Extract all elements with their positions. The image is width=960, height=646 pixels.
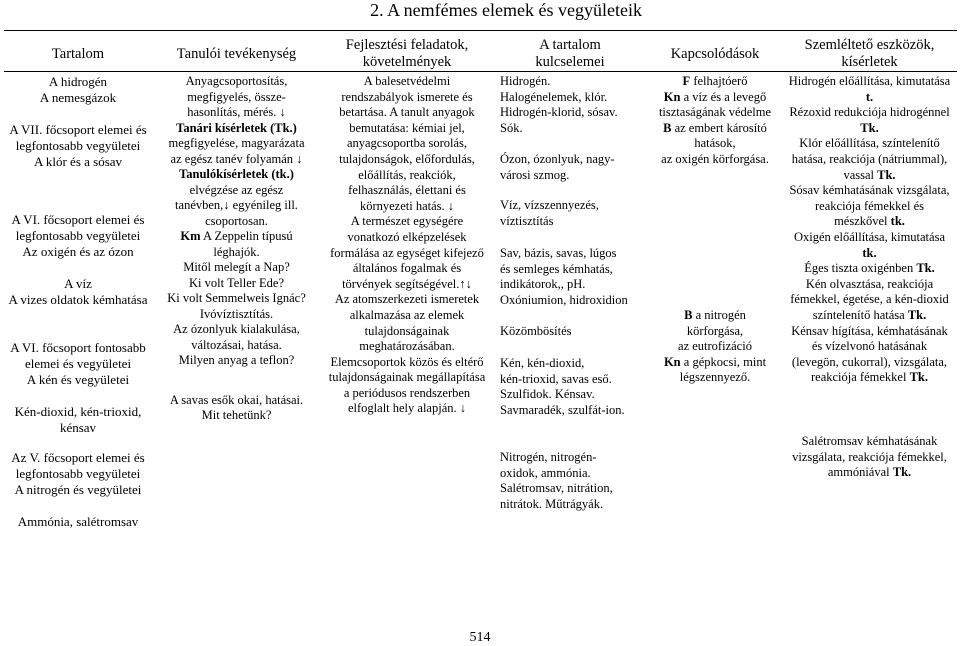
kiserlet-jel-1: t. <box>865 89 874 104</box>
header-fejlesztesi-feladatok: Fejlesztési feladatok, követelmények <box>345 37 469 70</box>
tartalom-ken-dioxid: Kén-dioxid, kén-trioxid, kénsav <box>14 404 142 435</box>
kiserlet-oxigen: Oxigén előállítása, kimutatása <box>794 229 945 244</box>
kiserlet-jel-6: Tk. <box>916 261 935 276</box>
kulcselem-viz: Víz, vízszennyezés, víztisztítás <box>500 198 599 228</box>
kiserlet-klor: Klór előállítása, színtelenítő hatása, reakciója (nátriummal), vassal <box>791 136 948 182</box>
tev-elvegzese: elvégzése az egész tanévben,↓ egyénileg ill. csoportosan. <box>175 182 298 228</box>
kiserlet-jel-5: tk. <box>862 245 877 260</box>
header-tartalom: Tartalom <box>51 46 105 62</box>
tanuloi-tevekenyseg-cell <box>160 74 313 424</box>
kiserlet-jel-3: Tk. <box>877 167 896 182</box>
kiserlet-ken: Kén olvasztása, reakciója fémekkel, égetése, a kén-dioxid színtelenítő hatása <box>790 276 949 322</box>
tev-tanari-kiserletek: Tanári kísérletek (Tk.) <box>176 120 297 135</box>
kapcs-nitrogen-korforgas: a nitrogén körforgása, az eutrofizáció <box>678 308 752 353</box>
kiserlet-jel-7: Tk. <box>907 307 927 322</box>
tartalom-v-focsoport: Az V. főcsoport elemei és legfontosabb vegyületei A nitrogén és vegyületei <box>11 450 145 497</box>
header-kapcsolodasok: Kapcsolódások <box>670 46 760 62</box>
kulcselem-hidrogen: Hidrogén. Halogénelemek, klór. Hidrogén-klorid, sósav. Sók. <box>500 74 618 135</box>
table-header-rule <box>4 71 957 72</box>
kiserlet-jel-4: tk. <box>890 214 905 229</box>
fejlesztesi-feladatok-cell: A balesetvédelmi rendszabályok ismerete és betartása. A tanult anyagok bemutatása: kémiai jel, anyagcsoportba sorolás, tulajdonságok, előfordulás, előállítás, reakciók, felhasználás, élettani és környezeti hatás. ↓ A természet egységére vonatkozó elképzelések formálása az egységet kifejező általános fogalmak és törvények segítségével.↑↓ Az atomszerkezeti ismeretek alkalmazása az elemek tulajdonságainak meghatározásában. Elemcsoportok közös és eltérő tulajdonságainak megállapítása a periódusos rendszerben elfoglalt hely alapján. ↓ <box>328 74 486 416</box>
tev-km-text: A Zeppelin típusú léghajók. Mitől melegít a Nap? Ki volt Teller Ede? Ki volt Semmelweis Ignác? Ivóvíztisztítás. Az ózonlyuk kialakulása, változásai, hatása. Milyen anyag a teflon? <box>167 229 306 367</box>
kiserlet-salétromsav: Salétromsav kémhatásának vizsgálata, reakciója fémekkel, ammóniával <box>792 434 947 480</box>
page-number: 514 <box>469 630 491 645</box>
kiserlet-jel-2: Tk. <box>860 120 879 135</box>
kapcs-felhajtoero: felhajtóerő <box>690 74 748 88</box>
tartalom-viz: A víz A vizes oldatok kémhatása <box>8 276 148 307</box>
tev-megfigyelese: megfigyelése, magyarázata az egész tanév folyamán ↓ <box>168 136 305 166</box>
tev-tanulokiserletek: Tanulókísérletek (tk.) <box>179 167 294 181</box>
tartalom-vi-focsoport-ken: A VI. főcsoport fontosabb elemei és vegyületei A kén és vegyületei <box>10 340 146 387</box>
header-szemlelteto-eszkozok: Szemléltető eszközök, kísérletek <box>804 37 935 70</box>
tartalom-ammonia: Ammónia, salétromsav <box>17 514 139 529</box>
page-title: 2. A nemfémes elemek és vegyületeik <box>370 0 642 20</box>
kiserlet-hidrogen: Hidrogén előállítása, kimutatása <box>788 74 951 88</box>
kapcs-f-label: F <box>682 74 691 88</box>
tev-savas-esok: A savas esők okai, hatásai. Mit tehetünk? <box>169 392 304 422</box>
kiserlet-jel-8: Tk. <box>909 370 928 385</box>
header-kulcselemek: A tartalom kulcselemei <box>535 37 605 70</box>
kulcselem-ken: Kén, kén-dioxid, kén-trioxid, savas eső. Szulfidok. Kénsav. Savmaradék, szulfát-ion. <box>500 356 625 417</box>
kiserlet-jel-9: Tk. <box>892 465 912 480</box>
tartalom-vi-focsoport-oxigen: A VI. főcsoport elemei és legfontosabb vegyületei Az oxigén és az ózon <box>11 212 145 259</box>
kulcselem-sav-bazis: Sav, bázis, savas, lúgos és semleges kémhatás, indikátorok,, pH. Oxóniumion, hidroxidion <box>500 246 628 307</box>
kapcs-embert-karosito: az embert károsító hatások, az oxigén körforgása. <box>661 120 769 166</box>
kulcselem-ozon: Ózon, ózonlyuk, nagy- városi szmog. <box>500 152 615 182</box>
header-tanuloi-tevekenyseg: Tanulói tevékenység <box>176 46 297 62</box>
kapcs-kn2-label: Kn <box>663 354 681 369</box>
kiserlet-kensav: Kénsav hígítása, kémhatásának és vízelvonó hatásának (levegön, cukorral), vizsgálata, reakciója fémekkel <box>791 323 948 385</box>
kapcs-b-label: B <box>663 120 672 135</box>
tev-anyagcsoportositas: Anyagcsoportosítás, megfigyelés, össze- hasonlítás, mérés. ↓ <box>185 74 288 119</box>
szemlelteto-top <box>779 74 960 386</box>
kiserlet-rezoxid: Rézoxid redukciója hidrogénnel <box>789 105 950 120</box>
kiserlet-eges: Éges tiszta oxigénben <box>804 261 914 276</box>
tartalom-vii-focsoport: A VII. főcsoport elemei és legfontosabb vegyületei A klór és a sósav <box>9 122 147 169</box>
tev-km-label: Km <box>180 229 201 243</box>
tartalom-hidrogen: A hidrogén A nemesgázok <box>39 74 117 105</box>
kulcselem-nitrogen: Nitrogén, nitrogén- oxidok, ammónia. Salétromsav, nitrátion, nitrátok. Műtrágyák. <box>500 450 613 511</box>
table-top-rule <box>4 30 957 31</box>
kapcs-kn-label: Kn <box>663 89 681 104</box>
kapcs-viz-levego: a víz és a levegő tisztaságának védelme <box>658 89 772 119</box>
kapcs-b2-label: B <box>684 308 693 322</box>
kiserlet-sosav: Sósav kémhatásának vizsgálata, reakciója fémekkel és mészkővel <box>789 183 950 229</box>
kapcsolodasok-top <box>641 74 789 167</box>
kapcs-gepkocsi: a gépkocsi, mint légszennyező. <box>679 354 767 384</box>
kapcsolodasok-bottom <box>641 308 789 386</box>
kulcselem-kozombosites: Közömbösítés <box>500 324 572 338</box>
szemlelteto-bottom <box>779 434 960 481</box>
